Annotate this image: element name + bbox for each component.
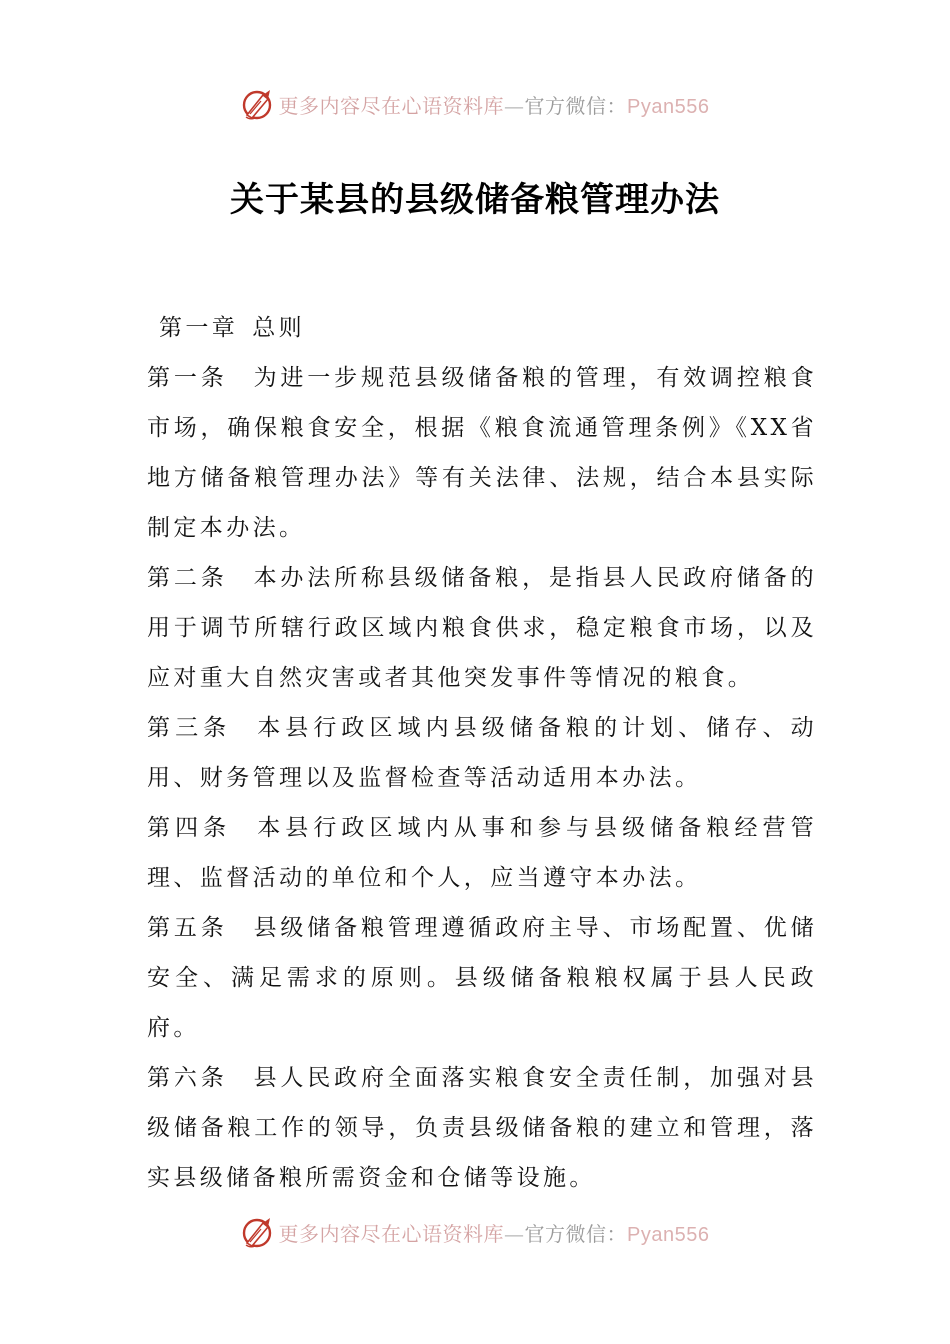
article-4 — [147, 803, 817, 903]
article-number: 第四条 — [147, 815, 232, 841]
pen-nib-logo-icon — [241, 87, 275, 121]
article-number: 第六条 — [147, 1065, 228, 1091]
article-number: 第二条 — [147, 565, 228, 591]
article-text: 县级储备粮管理遵循政府主导、市场配置、优储安全、满足需求的原则。县级储备粮粮权属于县人民政府。 — [147, 915, 817, 1041]
article-text: 本县行政区域内县级储备粮的计划、储存、动用、财务管理以及监督检查等活动适用本办法。 — [147, 715, 817, 791]
article-text: 本县行政区域内从事和参与县级储备粮经营管理、监督活动的单位和个人，应当遵守本办法。 — [147, 815, 817, 891]
banner-text — [279, 90, 710, 119]
article-3 — [147, 703, 817, 803]
banner-wechat-id: Pyan556 — [627, 1223, 710, 1246]
banner-text — [279, 1218, 710, 1247]
banner-separator: — — [504, 1221, 525, 1246]
article-number: 第一条 — [147, 365, 228, 391]
article-6 — [147, 1053, 817, 1203]
banner-label: 更多内容尽在心语资料库 — [278, 93, 505, 118]
chapter-name: 总则 — [252, 315, 306, 341]
article-text: 本办法所称县级储备粮，是指县人民政府储备的用于调节所辖行政区域内粮食供求，稳定粮食市场，以及应对重大自然灾害或者其他突发事件等情况的粮食。 — [147, 565, 817, 691]
article-1 — [147, 353, 817, 553]
document-title: 关于某县的县级储备粮管理办法 — [230, 180, 720, 220]
banner-separator: — — [504, 93, 525, 118]
article-number: 第三条 — [147, 715, 232, 741]
banner-official-label: 官方微信： — [524, 1221, 628, 1246]
article-text: 为进一步规范县级储备粮的管理，有效调控粮食市场，确保粮食安全，根据《粮食流通管理条例》《XX省地方储备粮管理办法》等有关法律、法规，结合本县实际制定本办法。 — [147, 365, 817, 541]
banner-label: 更多内容尽在心语资料库 — [278, 1221, 505, 1246]
article-2 — [147, 553, 817, 703]
article-text: 县人民政府全面落实粮食安全责任制，加强对县级储备粮工作的领导，负责县级储备粮的建立和管理，落实县级储备粮所需资金和仓储等设施。 — [147, 1065, 817, 1191]
header-banner — [0, 84, 950, 124]
banner-official-label: 官方微信： — [524, 93, 628, 118]
document-body — [147, 303, 817, 1203]
banner-wechat-id: Pyan556 — [627, 95, 710, 118]
article-number: 第五条 — [147, 915, 228, 941]
chapter-number: 第一章 — [159, 315, 239, 341]
article-5 — [147, 903, 817, 1053]
chapter-heading — [147, 303, 817, 353]
footer-banner — [0, 1212, 950, 1252]
pen-nib-logo-icon — [241, 1215, 275, 1249]
